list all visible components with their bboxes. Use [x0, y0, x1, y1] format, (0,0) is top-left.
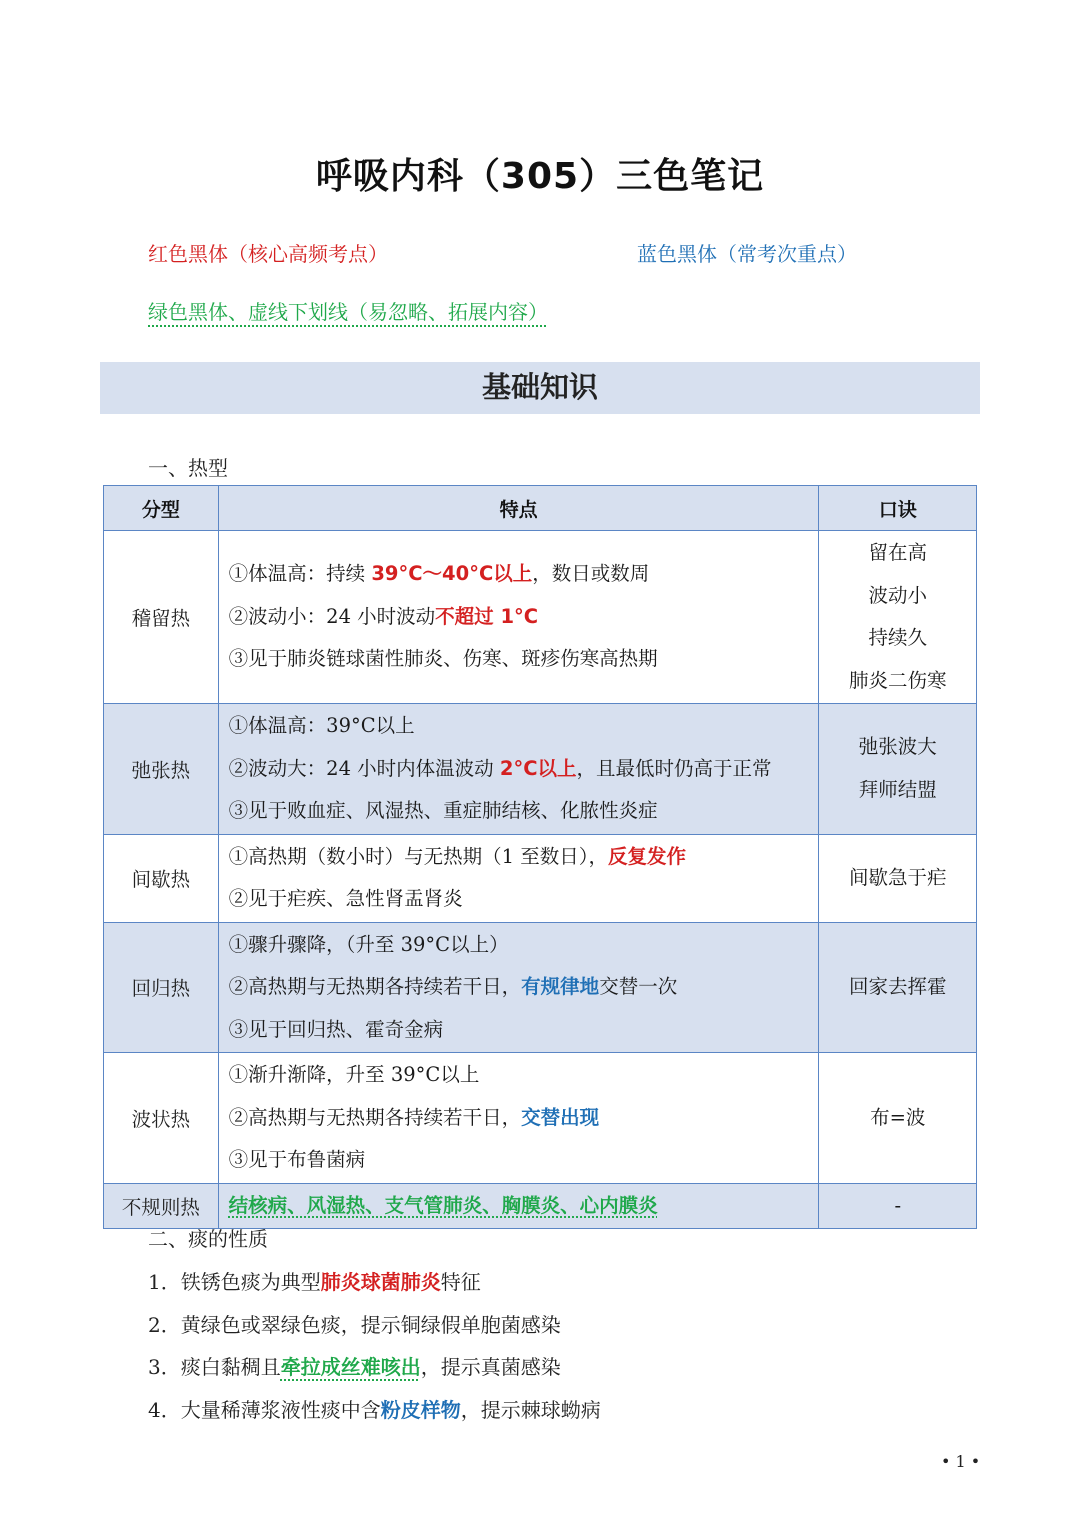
table-row — [104, 1183, 977, 1229]
mnemonic-line: - — [894, 1193, 902, 1217]
text-segment: ②高热期与无热期各持续若干日， — [228, 1105, 522, 1129]
fever-type-cell: 不规则热 — [104, 1183, 219, 1229]
highlight-green: 结核病、风湿热、支气管肺炎、胸膜炎、心内膜炎 — [228, 1193, 658, 1217]
page-title: 呼吸内科（305）三色笔记 — [315, 156, 765, 197]
table-row — [104, 531, 977, 704]
header-mnemonic: 口诀 — [819, 486, 977, 531]
fever-mnemonic-cell — [819, 531, 977, 704]
fever-mnemonic-cell — [819, 834, 977, 922]
fever-features-cell — [218, 834, 819, 922]
fever-type-cell: 弛张热 — [104, 704, 219, 835]
header-type: 分型 — [104, 486, 219, 531]
feature-line — [229, 790, 818, 833]
table-row — [104, 922, 977, 1053]
list-item — [148, 1351, 561, 1380]
mnemonic-line: 肺炎二伤寒 — [848, 668, 947, 692]
fever-mnemonic-cell — [819, 1053, 977, 1184]
text-segment: ②高热期与无热期各持续若干日， — [228, 975, 522, 998]
mnemonic-line: 布=波 — [870, 1105, 926, 1129]
fever-features-cell — [218, 1053, 819, 1184]
text-segment: ①体温高：持续 — [228, 562, 372, 586]
fever-features-cell — [218, 1183, 819, 1229]
fever-type-table — [103, 485, 977, 1229]
text-segment: 3．痰白黏稠且 — [148, 1355, 281, 1379]
fever-mnemonic-cell — [819, 922, 977, 1053]
feature-line — [229, 1097, 818, 1140]
fever-section-heading: 一、热型 — [148, 456, 228, 480]
feature-line — [229, 1054, 818, 1097]
list-item — [148, 1394, 601, 1423]
mnemonic-line: 间歇急于疟 — [848, 865, 947, 889]
feature-line — [229, 596, 818, 639]
feature-line — [229, 878, 818, 921]
highlight-red: 39°C～40°C以上 — [371, 562, 533, 586]
feature-line — [229, 705, 818, 748]
text-segment: ③见于回归热、霍奇金病 — [228, 1017, 444, 1041]
highlight-green: 牵拉成丝难咳出 — [280, 1355, 421, 1379]
feature-line — [229, 836, 818, 879]
legend-green-extension: 绿色黑体、虚线下划线（易忽略、拓展内容） — [148, 300, 548, 324]
text-segment: 特征 — [440, 1270, 481, 1294]
fever-features-cell — [218, 922, 819, 1053]
highlight-blue: 交替出现 — [521, 1105, 600, 1129]
text-segment: ①高热期（数小时）与无热期（1 至数日）， — [228, 844, 609, 868]
feature-line — [229, 553, 818, 596]
fever-type-cell: 稽留热 — [104, 531, 219, 704]
highlight-red: 肺炎球菌肺炎 — [320, 1270, 441, 1294]
text-segment: ，且最低时仍高于正常 — [576, 756, 772, 780]
header-features: 特点 — [218, 486, 819, 531]
mnemonic-line: 回家去挥霍 — [848, 975, 947, 998]
text-segment: 2．黄绿色或翠绿色痰，提示铜绿假单胞菌感染 — [148, 1312, 561, 1337]
sputum-section-heading: 二、痰的性质 — [148, 1227, 268, 1251]
text-segment: ①渐升渐降，升至 39°C以上 — [228, 1063, 480, 1086]
fever-mnemonic-cell — [819, 704, 977, 835]
feature-line — [229, 1139, 818, 1182]
text-segment: ①骤升骤降，（升至 39°C以上） — [228, 932, 509, 956]
feature-line — [229, 638, 818, 681]
text-segment: ，提示真菌感染 — [420, 1355, 561, 1379]
text-segment: ①体温高：39°C以上 — [228, 714, 415, 737]
highlight-red: 反复发作 — [608, 844, 687, 868]
feature-line — [229, 966, 818, 1009]
highlight-blue: 有规律地 — [521, 975, 600, 998]
text-segment: 4．大量稀薄浆液性痰中含 — [148, 1397, 381, 1422]
table-row — [104, 834, 977, 922]
fever-type-cell: 回归热 — [104, 922, 219, 1053]
text-segment: ②见于疟疾、急性肾盂肾炎 — [228, 887, 463, 910]
table-header-row — [104, 486, 977, 531]
mnemonic-line: 弛张波大 — [858, 735, 937, 759]
feature-line — [229, 924, 818, 967]
mnemonic-line: 波动小 — [868, 583, 927, 607]
text-segment: ，提示棘球蚴病 — [460, 1397, 601, 1422]
legend-red-core: 红色黑体（核心高频考点） — [148, 242, 388, 266]
section-banner: 基础知识 — [100, 362, 980, 414]
table-row — [104, 1053, 977, 1184]
text-segment: 1．铁锈色痰为典型 — [148, 1270, 321, 1294]
list-item — [148, 1266, 481, 1295]
feature-line — [229, 1185, 818, 1228]
text-segment: ②波动大：24 小时内体温波动 — [228, 756, 500, 780]
highlight-red: 2°C以上 — [499, 756, 577, 780]
text-segment: ③见于败血症、风湿热、重症肺结核、化脓性炎症 — [228, 799, 658, 822]
feature-line — [229, 748, 818, 791]
fever-mnemonic-cell — [819, 1183, 977, 1229]
mnemonic-line: 留在高 — [868, 541, 927, 564]
mnemonic-line: 拜师结盟 — [858, 777, 937, 801]
fever-features-cell — [218, 704, 819, 835]
text-segment: ③见于布鲁菌病 — [228, 1148, 366, 1171]
legend-blue-secondary: 蓝色黑体（常考次重点） — [637, 242, 857, 266]
fever-type-cell: 间歇热 — [104, 834, 219, 922]
feature-line — [229, 1009, 818, 1052]
fever-features-cell — [218, 531, 819, 704]
text-segment: 交替一次 — [599, 975, 678, 998]
fever-type-cell: 波状热 — [104, 1053, 219, 1184]
highlight-blue: 粉皮样物 — [380, 1397, 461, 1422]
text-segment: ，数日或数周 — [532, 562, 650, 586]
list-item — [148, 1309, 561, 1338]
text-segment: ③见于肺炎链球菌性肺炎、伤寒、斑疹伤寒高热期 — [228, 647, 658, 671]
page-number: • 1 • — [941, 1452, 981, 1471]
text-segment: ②波动小：24 小时波动 — [228, 604, 436, 628]
mnemonic-line: 持续久 — [868, 626, 927, 649]
highlight-red: 不超过 1°C — [435, 604, 539, 628]
table-row — [104, 704, 977, 835]
